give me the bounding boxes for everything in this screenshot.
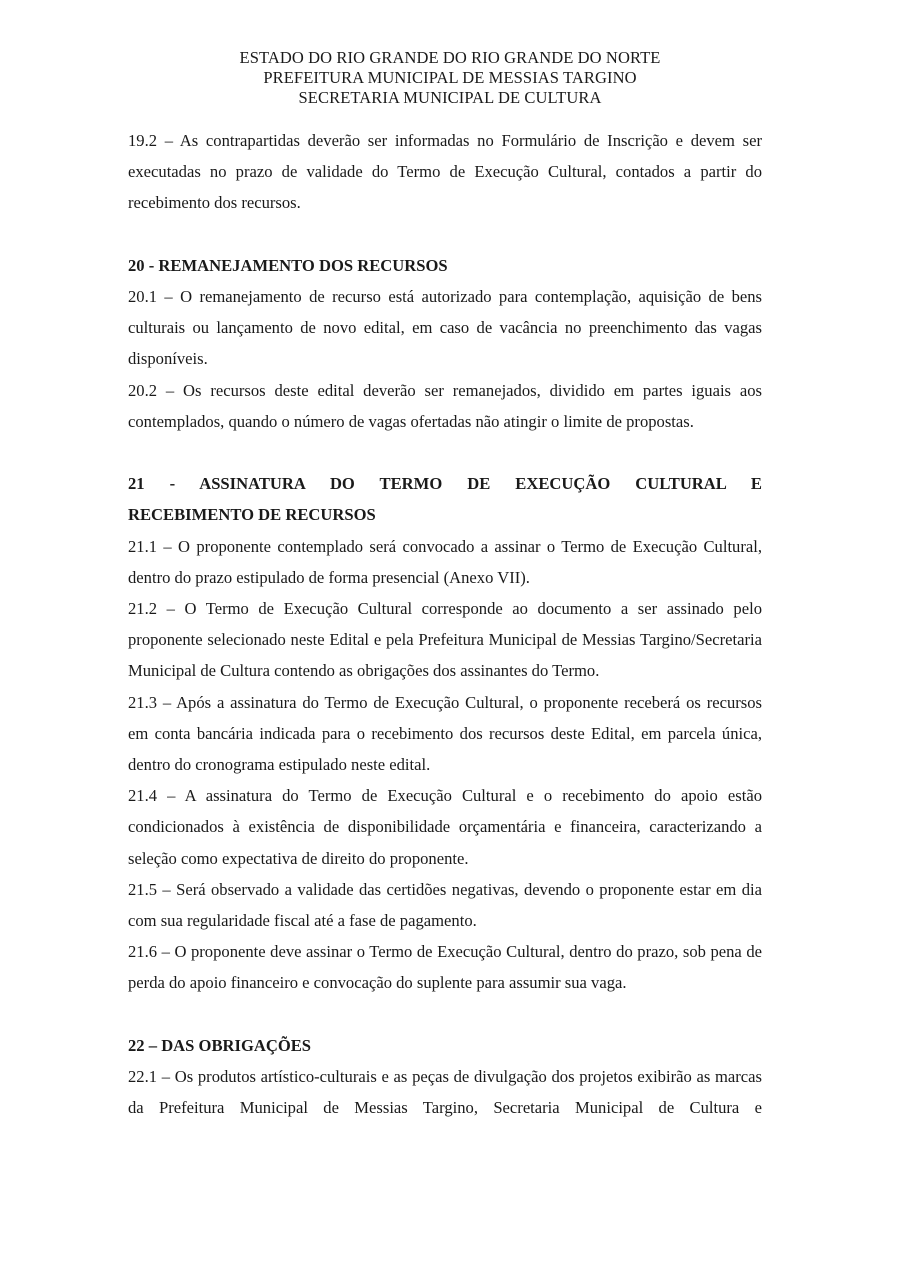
clause-20-2: 20.2 – Os recursos deste edital deverão ser remanejados, dividido em partes iguais aos contemplados, quando o número de vagas ofertadas não atingir o limite de propostas. [128, 380, 762, 431]
spacer [128, 999, 762, 1030]
spacer [128, 437, 762, 468]
clause-21-1: 21.1 – O proponente contemplado será convocado a assinar o Termo de Execução Cultural, dentro do prazo estipulado de forma presencial (Anexo VII). [128, 536, 762, 587]
clause-20-1: 20.1 – O remanejamento de recurso está autorizado para contemplação, aquisição de bens culturais ou lançamento de novo edital, em caso de vacância no preenchimento das vagas disponíveis. [128, 287, 762, 369]
section-20-title: 20 - REMANEJAMENTO DOS RECURSOS [128, 255, 448, 275]
clause-21-6: 21.6 – O proponente deve assinar o Termo de Execução Cultural, dentro do prazo, sob pena de perda do apoio financeiro e convocação do suplente para assumir sua vaga. [128, 942, 762, 993]
header-prefecture-line: PREFEITURA MUNICIPAL DE MESSIAS TARGINO [263, 68, 637, 87]
clause-22-1: 22.1 – Os produtos artístico-culturais e as peças de divulgação dos projetos exibirão as marcas da Prefeitura Municipal de Messias Targino, Secretaria Municipal de Cultura e [128, 1067, 762, 1118]
document-body [128, 125, 762, 1123]
clause-21-2: 21.2 – O Termo de Execução Cultural corresponde ao documento a ser assinado pelo proponente selecionado neste Edital e pela Prefeitura Municipal de Messias Targino/Secretaria Municipal de Cultura contendo as obrigações dos assinantes do Termo. [128, 599, 762, 681]
document-header [0, 48, 900, 108]
clause-21-4: 21.4 – A assinatura do Termo de Execução Cultural e o recebimento do apoio estão condicionados à existência de disponibilidade orçamentária e financeira, caracterizando a seleção como expectativa de direito do proponente. [128, 786, 762, 868]
section-21-title-line1: 21 - ASSINATURA DO TERMO DE EXECUÇÃO CULTURAL E [128, 474, 762, 494]
clause-21-3: 21.3 – Após a assinatura do Termo de Execução Cultural, o proponente receberá os recursos em conta bancária indicada para o recebimento dos recursos deste Edital, em parcela única, dentro do cronograma estipulado neste edital. [128, 692, 762, 775]
section-21-title-line2: RECEBIMENTO DE RECURSOS [128, 505, 376, 525]
spacer [128, 219, 762, 250]
clause-19-2: 19.2 – As contrapartidas deverão ser informadas no Formulário de Inscrição e devem ser executadas no prazo de validade do Termo de Execução Cultural, contados a partir do recebimento dos recursos. [128, 131, 762, 213]
clause-21-5: 21.5 – Será observado a validade das certidões negativas, devendo o proponente estar em dia com sua regularidade fiscal até a fase de pagamento. [128, 879, 762, 931]
header-secretariat-line: SECRETARIA MUNICIPAL DE CULTURA [298, 88, 602, 107]
header-state-line: ESTADO DO RIO GRANDE DO RIO GRANDE DO NORTE [239, 48, 661, 67]
section-22-title: 22 – DAS OBRIGAÇÕES [128, 1035, 312, 1055]
